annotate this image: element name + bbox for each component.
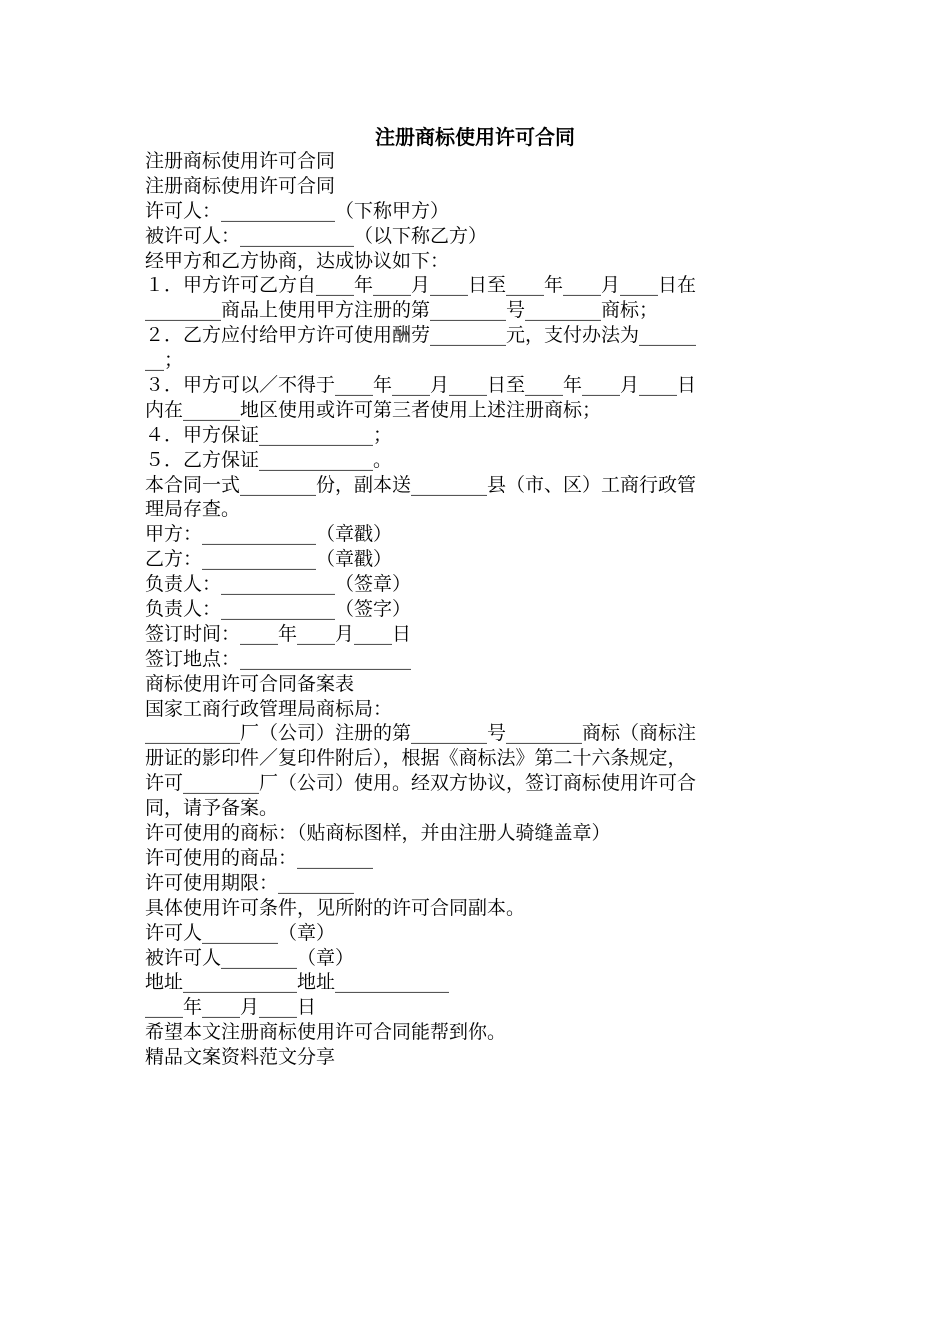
- document-line: 本合同一式________份，副本送________县（市、区）工商行政管: [145, 473, 697, 496]
- document-line: 册证的影印件／复印件附后），根据《商标法》第二十六条规定，: [145, 747, 687, 770]
- document-line: __________厂（公司）注册的第________号________商标（商标注: [145, 722, 697, 745]
- document-line: ４．甲方保证____________；: [145, 423, 393, 446]
- document-line: 注册商标使用许可合同: [145, 174, 336, 197]
- document-line: 签订地点：__________________: [145, 647, 412, 670]
- document-line: １．甲方许可乙方自____年____月____日至____年____月____日在: [145, 274, 697, 297]
- document-line: 负责人：____________（签字）: [145, 598, 412, 621]
- document-line: 内在______地区使用或许可第三者使用上述注册商标；: [145, 398, 602, 421]
- document-line: ３．甲方可以／不得于____年____月____日至____年____月____日: [145, 374, 697, 397]
- document-line: 同，请予备案。: [145, 797, 279, 820]
- document-line: 精品文案资料范文分享: [145, 1046, 336, 1069]
- document-line: ________商品上使用甲方注册的第________号________商标；: [145, 299, 659, 322]
- document-line: 具体使用许可条件，见所附的许可合同副本。: [145, 896, 526, 919]
- document-line: 理局存查。: [145, 498, 241, 521]
- document-line: ２．乙方应付给甲方许可使用酬劳________元，支付办法为______: [145, 324, 697, 347]
- document-line: 国家工商行政管理局商标局：: [145, 697, 393, 720]
- document-line: __；: [145, 349, 184, 372]
- document-line: 许可使用的商品：________: [145, 846, 374, 869]
- document-line: 被许可人________（章）: [145, 946, 355, 969]
- document-line: 许可使用期限：________: [145, 871, 355, 894]
- document-title: 注册商标使用许可合同: [375, 125, 575, 149]
- document-line: 许可人________（章）: [145, 921, 336, 944]
- document-line: ____年____月____日: [145, 996, 317, 1019]
- document-line: 签订时间：____年____月____日: [145, 622, 412, 645]
- document-line: 许可人：____________（下称甲方）: [145, 199, 450, 222]
- document-line: 乙方：____________（章戳）: [145, 548, 393, 571]
- document-line: 地址____________地址____________: [145, 971, 450, 994]
- document-line: 商标使用许可合同备案表: [145, 672, 355, 695]
- document-line: 注册商标使用许可合同: [145, 150, 336, 172]
- document-line: 许可________厂（公司）使用。经双方协议，签订商标使用许可合: [145, 772, 697, 795]
- document-line: 被许可人：____________（以下称乙方）: [145, 224, 488, 247]
- document-line: 负责人：____________（签章）: [145, 573, 412, 596]
- document-line: 甲方：____________（章戳）: [145, 523, 393, 546]
- document-body: [145, 149, 795, 1070]
- document-line: 希望本文注册商标使用许可合同能帮到你。: [145, 1021, 507, 1044]
- document-line: ５．乙方保证____________。: [145, 448, 393, 471]
- document-line: 许可使用的商标：（贴商标图样，并由注册人骑缝盖章）: [145, 822, 611, 845]
- document-line: 经甲方和乙方协商，达成协议如下：: [145, 249, 450, 272]
